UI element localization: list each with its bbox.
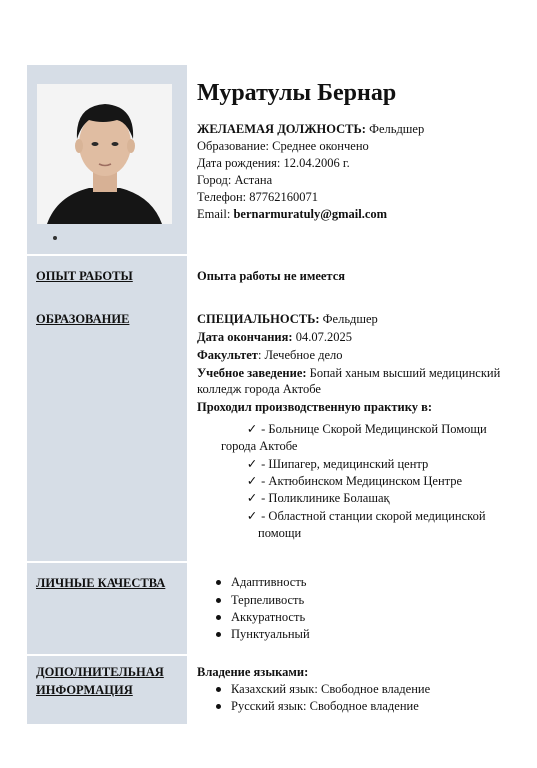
bullet-icon [216,704,221,709]
practice-item-text: - Поликлинике Болашақ [261,491,390,505]
practice-item-text: - Областной станции скорой медицинской [261,509,486,523]
additional-section-label [36,663,181,699]
check-icon: ✓ [246,474,258,488]
institution [197,365,500,381]
quality-item [216,574,306,590]
email-value[interactable]: bernarmuratuly@gmail.com [233,207,388,221]
quality-item [216,626,310,642]
languages-heading: Владение языками: [197,665,309,679]
desired-position-label: ЖЕЛАЕМАЯ ДОЛЖНОСТЬ: [197,122,366,136]
additional-label-line-1: ДОПОЛНИТЕЛЬНАЯ [36,665,164,679]
end-date-value: 04.07.2025 [292,330,352,344]
quality-item-text: Терпеливость [231,593,305,607]
practice-item-continued: города Актобе [221,439,298,453]
language-item-text: Казахский язык: Свободное владение [231,682,431,696]
practice-item-continued: помощи [258,526,302,540]
qualities-section-label: ЛИЧНЫЕ КАЧЕСТВА [36,576,166,590]
institution-continued: колледж города Актобе [197,382,321,396]
bullet-icon [216,615,221,620]
phone: Телефон: 87762160071 [197,190,319,204]
language-item-text: Русский язык: Свободное владение [231,699,419,713]
quality-item [216,592,304,608]
experience-section-label: ОПЫТ РАБОТЫ [36,269,133,283]
email-label: Email: [197,207,234,221]
practice-item [246,456,428,472]
institution-label: Учебное заведение: [197,366,307,380]
experience-text: Опыта работы не имеется [197,269,346,283]
check-icon: ✓ [246,491,258,505]
quality-item-text: Адаптивность [231,575,307,589]
additional-label-line-2: ИНФОРМАЦИЯ [36,683,133,697]
faculty-label: Факультет [197,348,258,362]
practice-item-text: - Актюбинском Медицинском Центре [261,474,463,488]
language-item [216,681,430,697]
quality-item-text: Пунктуальный [231,627,310,641]
practice-item [246,473,462,489]
end-date-label: Дата окончания: [197,330,293,344]
bullet-icon [216,687,221,692]
bullet-icon [216,632,221,637]
practice-item [246,421,487,437]
candidate-name: Муратулы Бернар [197,80,397,106]
education-section-label: ОБРАЗОВАНИЕ [36,312,130,326]
quality-item [216,609,305,625]
birth-date: Дата рождения: 12.04.2006 г. [197,156,350,170]
end-date [197,329,352,345]
language-item [216,698,419,714]
practice-heading: Проходил производственную практику в: [197,400,433,414]
check-icon: ✓ [246,422,258,436]
desired-position-value: Фельдшер [365,122,425,136]
bullet-icon [216,580,221,585]
section-divider [27,561,187,563]
email [197,206,387,222]
faculty [197,347,343,363]
education-status: Образование: Среднее окончено [197,139,369,153]
profile-photo [37,84,172,224]
bullet-icon [216,598,221,603]
quality-item-text: Аккуратность [231,610,306,624]
section-divider [27,254,187,256]
check-icon: ✓ [246,457,258,471]
specialty-label: СПЕЦИАЛЬНОСТЬ: [197,312,320,326]
practice-item [246,490,390,506]
practice-item [246,508,486,524]
city: Город: Астана [197,173,273,187]
desired-position [197,121,424,137]
specialty-value: Фельдшер [319,312,378,326]
specialty [197,311,378,327]
practice-item-text: - Шипагер, медицинский центр [261,457,429,471]
check-icon: ✓ [246,509,258,523]
institution-value: Бопай ханым высший медицинский [306,366,501,380]
faculty-value: : Лечебное дело [257,348,343,362]
bullet-dot [53,236,57,240]
practice-item-text: - Больнице Скорой Медицинской Помощи [261,422,487,436]
section-divider [27,654,187,656]
